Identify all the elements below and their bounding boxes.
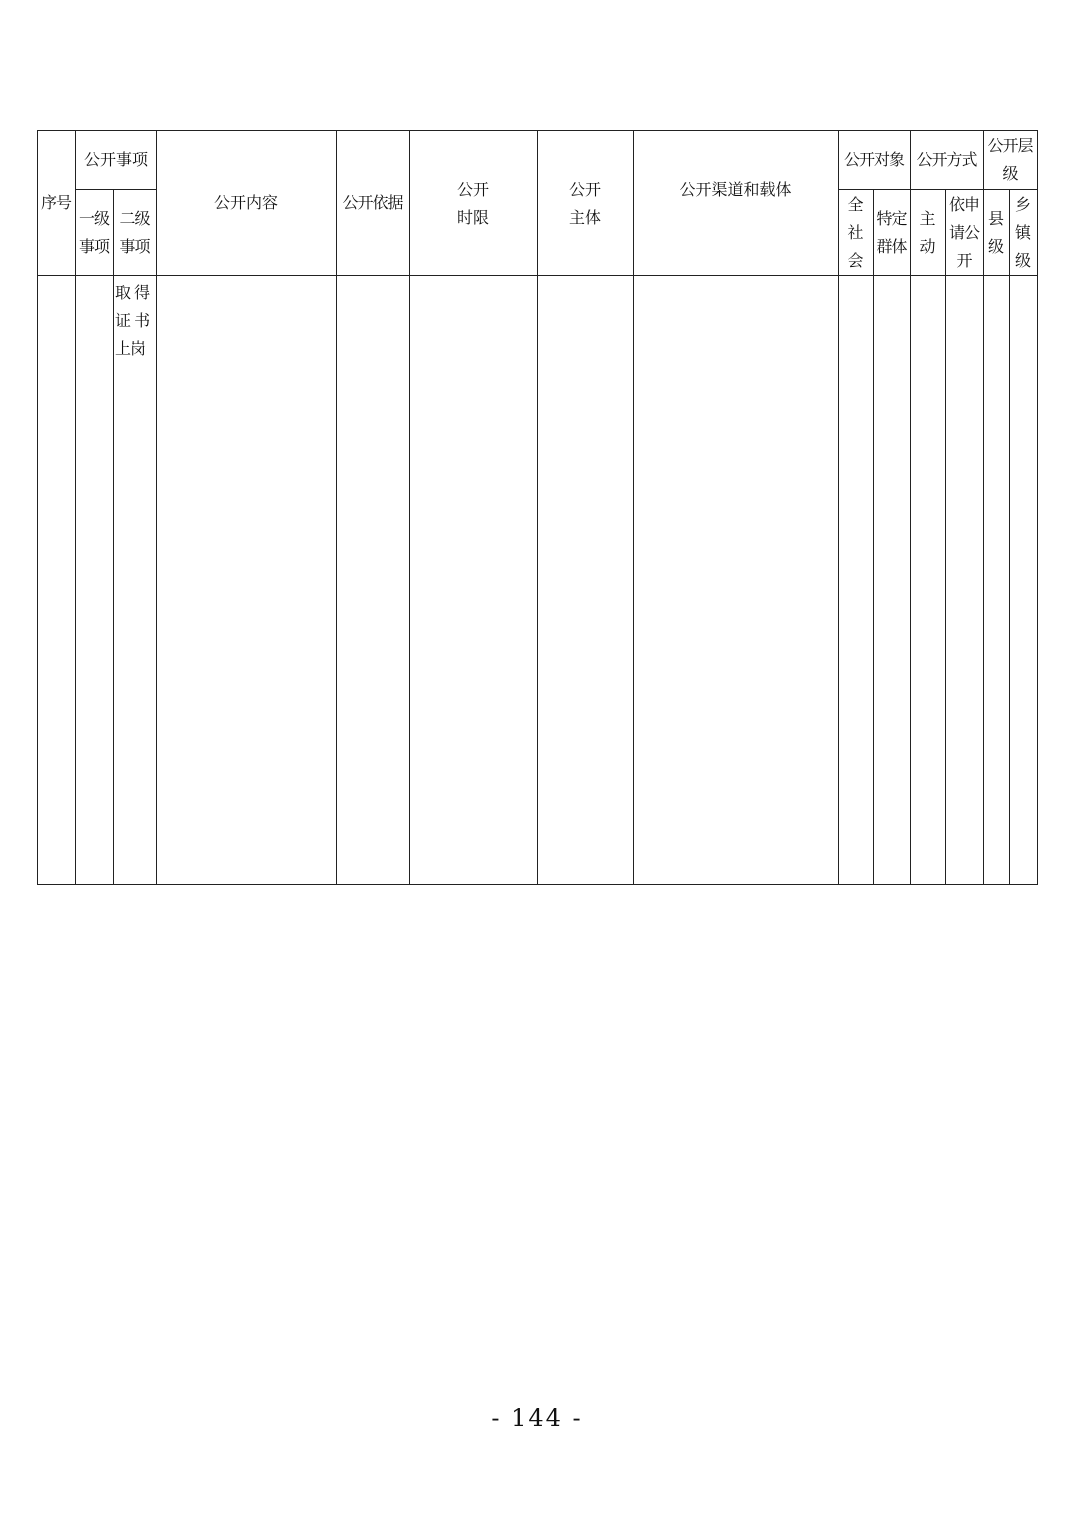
header-audience-all: 全 社 会 (847, 194, 864, 270)
header-level1: 一级 事项 (78, 208, 109, 256)
col-line (1037, 130, 1038, 885)
col-line (945, 189, 946, 885)
header-method-request: 依申 请公 开 (948, 194, 979, 270)
header-audience-specific: 特定 群体 (876, 208, 907, 256)
header-content: 公开内容 (213, 193, 278, 212)
header-audience-group: 公开对象 (843, 150, 904, 169)
header-level2: 二级 事项 (119, 208, 150, 256)
header-seq: 序号 (40, 193, 71, 212)
header-matter-group: 公开事项 (83, 150, 148, 169)
col-line (409, 130, 410, 885)
header-subject: 公开 主体 (568, 180, 601, 227)
header-channel: 公开渠道和载体 (679, 180, 792, 199)
col-line (633, 130, 634, 885)
header-time-limit: 公开 时限 (456, 180, 489, 227)
header-level-county: 县 级 (987, 208, 1004, 256)
table-cell-level2: 取 得 证 书 上岗 (115, 283, 150, 358)
header-level-group: 公开层 级 (987, 136, 1033, 183)
page-number: - 144 - (491, 1404, 583, 1432)
col-line (873, 189, 874, 885)
header-level-township: 乡 镇 级 (1014, 194, 1031, 270)
col-line (537, 130, 538, 885)
header-basis: 公开依据 (342, 193, 403, 212)
header-method-active: 主 动 (919, 208, 936, 256)
col-line (1009, 189, 1010, 885)
header-method-group: 公开方式 (916, 150, 977, 169)
